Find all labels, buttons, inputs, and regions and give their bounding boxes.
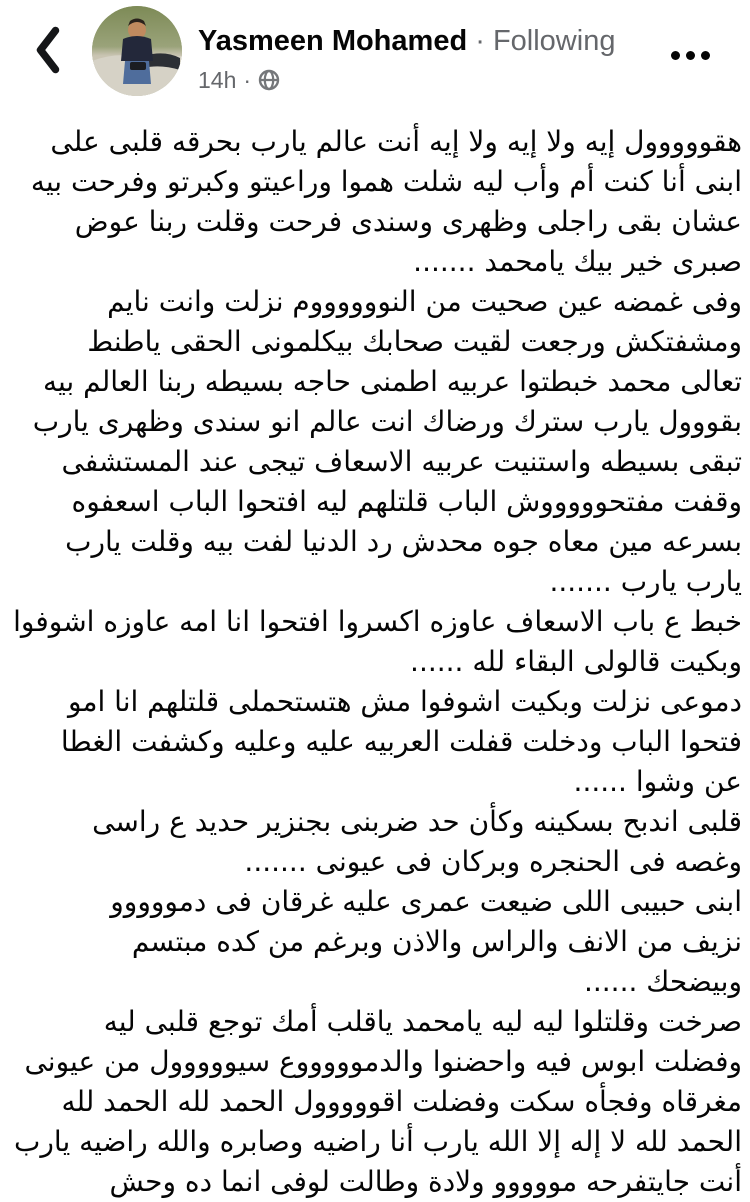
post-line: وبكيت قالولى البقاء لله ......	[410, 645, 742, 678]
post-line: خبط ع باب الاسعاف عاوزه اكسروا افتحوا انا امه عاوزه اشوفوا	[13, 605, 742, 638]
post-line: وقفت مفتحوووووش الباب قلتلهم ليه افتحوا الباب اسعفوه	[71, 485, 742, 518]
timestamp: 14h	[198, 67, 237, 93]
post-line: وفضلت ابوس فيه واحضنوا والدموووووع سيووووول من عيونى	[24, 1045, 742, 1078]
avatar[interactable]	[92, 6, 182, 96]
post-line: دموعى نزلت وبكيت اشوفوا مش هتستحملى قلتلهم انا امو	[68, 685, 742, 718]
post-line: الحمد لله لا إله إلا الله يارب أنا راضيه وصابره والله راضيه يارب	[14, 1125, 742, 1158]
post-line: عشان بقى راجلى وظهرى وسندى فرحت وقلت ربنا عوض	[74, 205, 742, 238]
post-line: وغصه فى الحنجره وبركان فى عيونى .......	[244, 845, 742, 878]
post-line: وبيضحك ......	[583, 965, 742, 998]
post-line: وفى غمضه عين صحيت من النووووووم نزلت وانت نايم	[107, 285, 742, 318]
post-line: ابنى حبيبى اللى ضيعت عمرى عليه غرقان فى دمووووو	[110, 885, 742, 918]
more-options-button[interactable]	[664, 40, 716, 70]
globe-icon	[258, 69, 280, 91]
dot-separator: ·	[475, 25, 485, 57]
meta-dot-separator: ·	[243, 67, 252, 93]
post-line: ابنى أنا كنت أم وأب ليه شلت هموا وراعيتو وكبرتو وفرحت بيه	[30, 165, 742, 198]
profile-name[interactable]: Yasmeen Mohamed	[198, 25, 468, 57]
profile-photo-icon	[92, 6, 182, 96]
post-line: أنت جايتفرحه مووووو ولادة وطالت لوفى انما ده وحش	[109, 1165, 742, 1198]
back-button[interactable]	[26, 24, 70, 80]
post-line: عن وشوا ......	[573, 765, 742, 798]
following-label[interactable]: Following	[484, 25, 616, 57]
post-line: صرخت وقلتلوا ليه ليه يامحمد ياقلب أمك توجع قلبى ليه	[103, 1005, 742, 1038]
name-row	[198, 24, 615, 58]
ellipsis-icon	[671, 51, 710, 60]
post-text	[0, 116, 750, 1202]
post-line: تعالى محمد خبطتوا عربيه اطمنى حاجه بسيطه ربنا العالم بيه	[42, 365, 742, 398]
post-line: قلبى اندبح بسكينه وكأن حد ضربنى بجنزير حديد ع راسى	[92, 805, 742, 838]
post-line: ومشفتكش ورجعت لقيت صحابك بيكلمونى الحقى ياطنط	[87, 325, 742, 358]
post-line: هقووووول إيه ولا إيه ولا إيه أنت عالم يارب بحرقه قلبى على	[50, 125, 742, 158]
post-line: بسرعه مين معاه جوه محدش رد الدنيا لفت بيه وقلت يارب	[65, 525, 742, 558]
post-line: تبقى بسيطه واستنيت عربيه الاسعاف تيجى عند المستشفى	[61, 445, 742, 478]
meta-row	[198, 66, 280, 94]
post-line: بقووول يارب سترك ورضاك انت عالم انو سندى وظهرى يارب	[32, 405, 742, 438]
post-line: فتحوا الباب ودخلت قفلت العربيه عليه وعليه وكشفت الغطا	[60, 725, 742, 758]
post-line: مغرقاه وفجأه سكت وفضلت اقووووول الحمد لله الحمد لله	[61, 1085, 742, 1118]
post-header	[0, 0, 750, 116]
chevron-left-icon	[30, 24, 66, 81]
post-line: نزيف من الانف والراس والاذن وبرغم من كده مبتسم	[131, 925, 742, 958]
name-separator	[467, 25, 475, 57]
post-line: يارب يارب .......	[549, 565, 742, 598]
post-line: صبرى خير بيك يامحمد .......	[413, 245, 742, 278]
